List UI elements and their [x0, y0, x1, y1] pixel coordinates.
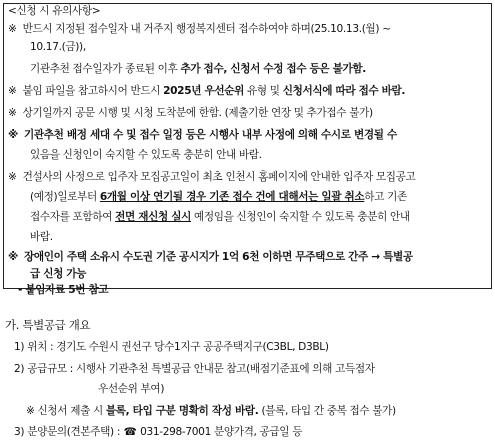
text-run: 031-298-7001 분양가격, 공급일 등 [137, 426, 303, 438]
bold-text: 추가 접수, 신청서 수정 접수 등은 불가함. [180, 63, 366, 75]
bold-underlined-text: 6개월 이상 연기될 경우 기존 접수 건에 대해서는 일괄 취소 [99, 191, 365, 203]
text-run: 유형 및 [247, 85, 283, 97]
section-title: 가. 특별공급 개요 [5, 318, 91, 332]
notice-item-2 [8, 84, 405, 98]
bold-text: 블록, 타입 구분 명확히 작성 바람. [105, 405, 259, 417]
notice-item-5-line-3 [30, 210, 410, 224]
notice-item-1-line-3 [30, 62, 366, 76]
text-run: 붙임 파일을 참고하시어 반드시 [22, 85, 164, 97]
location-row: 1) 위치 : 경기도 수원시 권선구 당수1지구 공공주택지구(C3BL, D3BL) [14, 341, 329, 353]
notice-item-5-line-4: 바람. [30, 231, 53, 243]
reference-mark: ※ [8, 251, 18, 263]
reference-mark: ※ [8, 129, 18, 141]
bold-text: 신청서식에 따라 접수 바람. [282, 85, 406, 97]
notice-item-1-line-1 [8, 22, 391, 36]
notice-item-3 [8, 106, 373, 120]
text-run: 상기일까지 공문 시행 및 시청 도착분에 한함. (제출기한 연장 및 추가접수 불가) [22, 107, 373, 119]
text-run: 반드시 지정된 접수일자 내 거주지 행정복지센터 접수하여야 하며(25.10.13.(월) ~ [22, 23, 391, 35]
text-run: (예정)일로부터 [30, 191, 100, 203]
text-run: (블록, 타입 간 중복 접수 불가) [258, 405, 396, 417]
text-run: 하고 기존 [364, 191, 407, 203]
notice-item-4-line-1 [8, 128, 397, 142]
reference-mark: ※ [8, 171, 17, 183]
text-run: ※ 신청서 제출 시 [26, 405, 106, 417]
bold-text: 될 수 [373, 129, 397, 141]
text-run: 3) 분양문의(견본주택) : [14, 426, 124, 438]
notice-item-6-line-1 [8, 250, 413, 264]
inquiry-row [14, 425, 302, 439]
bold-underlined-text: 전면 재신청 실시 [115, 211, 191, 223]
reference-mark: ※ [8, 107, 17, 119]
text-run: 접수자를 포함하여 [30, 211, 116, 223]
reference-mark: ※ [8, 85, 17, 97]
notice-item-6-line-2: 급 신청 가능 [30, 268, 87, 280]
notice-item-4-line-2: 있음을 신청인이 숙지할 수 있도록 충분히 안내 바람. [30, 149, 262, 161]
submission-note [26, 404, 396, 418]
text-run: 기관추천 접수일자가 종료된 이후 [30, 63, 181, 75]
notice-item-5-line-2 [30, 190, 407, 204]
telephone-icon: ☎ [123, 426, 137, 438]
text-run: 예정임을 신청인이 숙지할 수 있도록 충분히 안내 [190, 211, 410, 223]
reference-mark: ※ [8, 23, 17, 35]
notice-item-1-line-2: 10.17.(금)), [30, 41, 86, 53]
notice-heading: <신청 시 유의사항> [8, 5, 101, 17]
notice-item-5-line-1 [8, 170, 415, 184]
bold-text: 2025년 우선순위 [163, 85, 244, 97]
bold-text: 기관추천 배정 세대 수 및 접수 일정 등은 시행사 내부 사정에 의해 수시로 변경 [24, 129, 374, 141]
supply-scale-row-line-2: 우선순위 부여) [98, 383, 165, 395]
bold-text: 장애인이 주택 소유시 수도권 기준 공시지가 1억 6천 이하면 무주택으로 간주 → 특별공 [24, 251, 413, 263]
supply-scale-row-line-1: 2) 공급규모 : 시행사 기관추천 특별공급 안내문 참고(배점기준표에 의해 고득점자 [14, 363, 375, 375]
text-run: 건설사의 사정으로 입주자 모집공고일이 최초 인천시 홈페이지에 안내한 입주자 모집공고 [22, 171, 416, 183]
attachment-reference: - 붙임자료 5번 참고 [18, 284, 109, 296]
